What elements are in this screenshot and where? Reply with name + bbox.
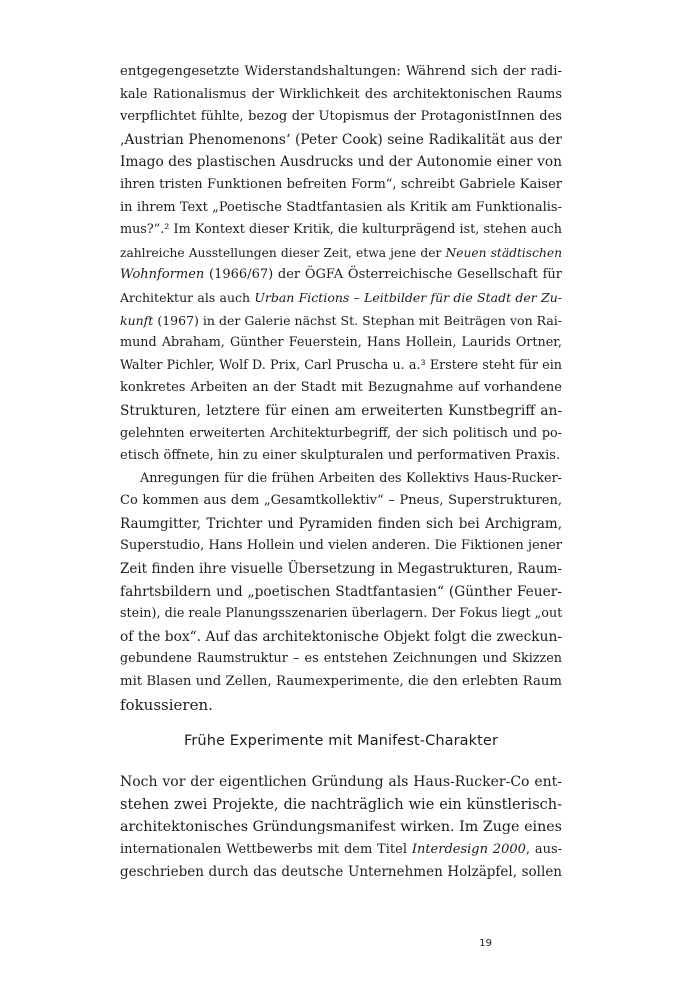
text-line: of the box“. Auf das architektonische Objekt folgt die zweckun-: [120, 628, 562, 645]
text-span: , aus-: [525, 841, 563, 857]
text-line: [120, 310, 562, 333]
text-line: mus?“.² Im Kontext dieser Kritik, die kulturprägend ist, stehen auch: [120, 222, 562, 238]
text-line: entgegengesetzte Widerstandshaltungen: Während sich der radi-: [120, 64, 562, 79]
text-line: [120, 287, 562, 310]
text-line: kale Rationalismus der Wirklichkeit des architektonischen Raums: [120, 86, 562, 102]
italic-title: Interdesign 2000: [411, 841, 526, 857]
text-line: Raumgitter, Trichter und Pyramiden finden sich bei Archigram,: [120, 515, 562, 532]
text-line: Imago des plastischen Ausdrucks und der Autonomie einer von: [120, 154, 562, 171]
text-line: verpflichtet fühlte, bezog der Utopismus der ProtagonistInnen des: [120, 109, 562, 125]
page-number: 19: [479, 938, 492, 949]
text-span: internationalen Wettbewerbs mit dem Titel: [120, 841, 407, 857]
text-line: gelehnten erweiterten Architekturbegriff, der sich politisch und po-: [120, 425, 562, 441]
text-span: (1967) in der Galerie nächst St. Stephan mit Beiträgen von Rai-: [157, 312, 562, 328]
italic-title: Wohnformen: [120, 267, 205, 283]
text-line: Co kommen aus dem „Gesamtkollektiv“ – Pneus, Superstrukturen,: [120, 493, 562, 509]
text-line: konkretes Arbeiten an der Stadt mit Bezugnahme auf vorhandene: [120, 380, 562, 396]
text-line: stein), die reale Planungsszenarien überlagern. Der Fokus liegt „out: [120, 606, 563, 622]
text-line: mund Abraham, Günther Feuerstein, Hans Hollein, Laurids Ortner,: [120, 335, 562, 351]
text-line: Anregungen für die frühen Arbeiten des Kollektivs Haus-Rucker-: [140, 470, 562, 486]
text-span: (1966/67) der ÖGFA Österreichische Gesellschaft für: [209, 267, 562, 283]
text-line: Strukturen, letztere für einen am erweiterten Kunstbegriff an-: [120, 402, 562, 419]
text-line: [120, 242, 562, 265]
text-line: Walter Pichler, Wolf D. Prix, Carl Pruscha u. a.³ Erstere steht für ein: [120, 357, 562, 373]
text-line: Zeit finden ihre visuelle Übersetzung in Megastrukturen, Raum-: [120, 561, 562, 578]
text-line: Noch vor der eigentlichen Gründung als Haus-Rucker-Co ent-: [120, 774, 562, 790]
text-line: Superstudio, Hans Hollein und vielen anderen. Die Fiktionen jener: [120, 538, 562, 554]
text-line: [120, 264, 562, 287]
text-line: etisch öffnete, hin zu einer skulpturalen und performativen Praxis.: [120, 448, 561, 464]
text-span: zahlreiche Ausstellungen dieser Zeit, etwa jene der: [120, 245, 442, 260]
section-heading: Frühe Experimente mit Manifest-Charakter: [183, 733, 499, 749]
text-line: ‚Austrian Phenomenons‘ (Peter Cook) seine Radikalität aus der: [120, 131, 562, 148]
text-line: in ihrem Text „Poetische Stadtfantasien als Kritik am Funktionalis-: [120, 199, 562, 215]
italic-title: Neuen städtischen: [445, 245, 562, 260]
text-line: ihren tristen Funktionen befreiten Form“, schreibt Gabriele Kaiser: [120, 176, 562, 192]
italic-title: kunft: [120, 312, 154, 328]
paragraph-3: [120, 771, 562, 884]
text-line: architektonisches Gründungsmanifest wirken. Im Zuge eines: [120, 819, 562, 836]
text-line: stehen zwei Projekte, die nachträglich wie ein künstlerisch-: [120, 796, 562, 813]
text-line: fokussieren.: [120, 695, 213, 714]
text-span: Architektur als auch: [120, 289, 251, 305]
paragraph-1: [120, 61, 562, 716]
text-line: gebundene Raumstruktur – es entstehen Zeichnungen und Skizzen: [120, 651, 562, 667]
text-line: mit Blasen und Zellen, Raumexperimente, die den erlebten Raum: [120, 674, 562, 690]
text-line: [120, 839, 562, 862]
italic-title: Urban Fictions – Leitbilder für die Stadt der Zu-: [254, 289, 562, 305]
text-line: fahrtsbildern und „poetischen Stadtfantasien“ (Günther Feuer-: [120, 583, 562, 600]
text-line: geschrieben durch das deutsche Unternehmen Holzäpfel, sollen: [120, 864, 562, 881]
